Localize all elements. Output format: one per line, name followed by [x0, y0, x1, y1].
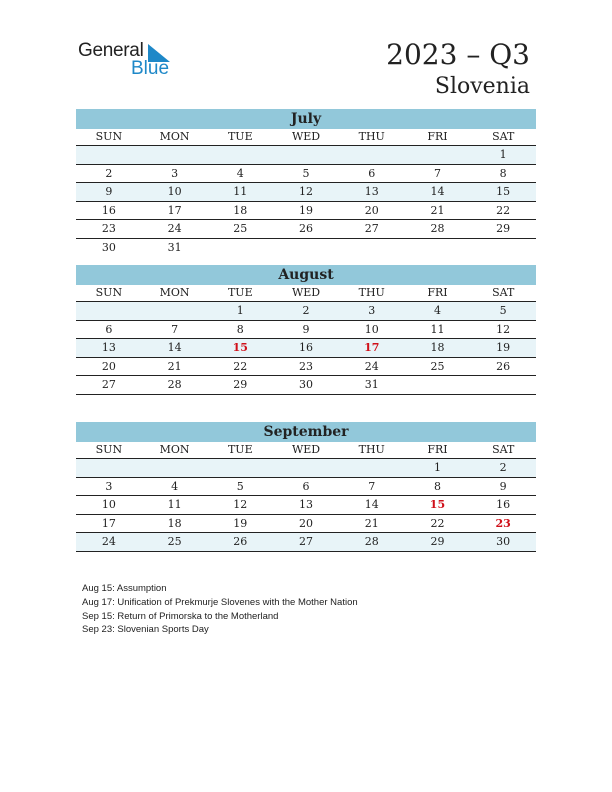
- day-cell: 18: [167, 516, 182, 530]
- weekday-label: MON: [159, 130, 190, 143]
- day-cell: 27: [101, 378, 116, 391]
- day-cell: 19: [299, 203, 314, 217]
- holiday-day-cell: 17: [364, 341, 380, 354]
- day-cell: 27: [299, 535, 314, 548]
- week-row: [76, 515, 536, 534]
- day-cell: 11: [167, 498, 182, 511]
- day-cell: 4: [171, 479, 179, 493]
- day-cell: 10: [101, 498, 116, 511]
- day-cell: 10: [364, 322, 379, 336]
- day-cell: 7: [368, 479, 376, 493]
- day-cell: 26: [233, 535, 248, 548]
- country-name: Slovenia: [434, 74, 530, 99]
- day-cell: 2: [499, 461, 507, 474]
- day-cell: 14: [167, 341, 182, 354]
- weekday-label: WED: [291, 443, 321, 456]
- day-cell: 9: [302, 322, 310, 336]
- day-cell: 17: [167, 203, 182, 217]
- week-row: [76, 339, 536, 358]
- day-cell: 20: [299, 516, 314, 530]
- weekday-row: [76, 285, 536, 302]
- logo: [78, 40, 188, 80]
- holiday-note: Aug 17: Unification of Prekmurje Slovenes with the Mother Nation: [82, 596, 358, 608]
- day-cell: 21: [430, 203, 445, 217]
- day-cell: 24: [364, 359, 379, 373]
- day-cell: 8: [499, 166, 507, 180]
- holiday-day-cell: 15: [232, 341, 248, 354]
- weekday-label: TUE: [227, 130, 253, 143]
- day-cell: 9: [499, 479, 507, 493]
- day-cell: 31: [364, 378, 379, 391]
- day-cell: 12: [496, 322, 511, 336]
- weekday-row: [76, 129, 536, 146]
- day-cell: 2: [302, 304, 310, 317]
- day-cell: 25: [233, 222, 248, 235]
- weekday-label: SUN: [95, 130, 123, 143]
- day-cell: [142, 146, 208, 164]
- weekday-label: SUN: [95, 443, 123, 456]
- weekday-label: THU: [358, 130, 385, 143]
- month-header: September: [76, 422, 536, 442]
- day-cell: 28: [430, 222, 445, 235]
- day-cell: 6: [302, 479, 310, 493]
- weekday-label: SUN: [95, 286, 123, 299]
- week-row: [76, 478, 536, 497]
- day-cell: 6: [368, 166, 376, 180]
- weekday-label: FRI: [427, 286, 448, 299]
- weekday-label: WED: [291, 130, 321, 143]
- day-cell: 4: [236, 166, 244, 180]
- weekday-label: SAT: [492, 443, 515, 456]
- day-cell: 8: [236, 322, 244, 336]
- day-cell: 23: [101, 222, 116, 235]
- holiday-day-cell: 15: [429, 498, 446, 511]
- week-row: [76, 459, 536, 478]
- day-cell: 19: [496, 341, 511, 354]
- day-cell: 12: [233, 498, 248, 511]
- day-cell: 1: [499, 148, 507, 161]
- day-cell: 6: [105, 322, 113, 336]
- day-cell: 17: [101, 516, 116, 530]
- day-cell: 12: [299, 185, 314, 198]
- day-cell: 11: [233, 185, 248, 198]
- week-row: [76, 165, 536, 184]
- day-cell: [273, 146, 339, 164]
- day-cell: 21: [364, 516, 379, 530]
- week-row: [76, 358, 536, 377]
- day-cell: 30: [101, 240, 116, 254]
- day-cell: 19: [233, 516, 248, 530]
- weekday-label: THU: [358, 443, 385, 456]
- day-cell: 25: [430, 359, 445, 373]
- weekday-label: SAT: [492, 130, 515, 143]
- day-cell: 1: [236, 304, 244, 317]
- holiday-day-cell: 23: [495, 516, 511, 530]
- day-cell: 5: [236, 479, 244, 493]
- month-july: [76, 109, 536, 256]
- weekday-label: MON: [159, 443, 190, 456]
- day-cell: 29: [496, 222, 511, 235]
- weekday-label: SAT: [492, 286, 515, 299]
- day-cell: 31: [167, 240, 182, 254]
- day-cell: [470, 376, 536, 394]
- month-header: July: [76, 109, 536, 129]
- day-cell: [405, 146, 471, 164]
- month-header: August: [76, 265, 536, 285]
- day-cell: 28: [167, 378, 182, 391]
- day-cell: 22: [496, 203, 511, 217]
- day-cell: 18: [430, 341, 445, 354]
- day-cell: 7: [433, 166, 441, 180]
- day-cell: 5: [302, 166, 310, 180]
- day-cell: [405, 376, 471, 394]
- month-september: [76, 422, 536, 552]
- week-row: [76, 533, 536, 552]
- holiday-notes: [82, 582, 358, 637]
- day-cell: 11: [430, 322, 445, 336]
- day-cell: 22: [430, 516, 445, 530]
- day-cell: [339, 459, 405, 477]
- day-cell: [339, 239, 405, 257]
- day-cell: 26: [496, 359, 511, 373]
- day-cell: 29: [233, 378, 248, 391]
- day-cell: [142, 302, 208, 320]
- day-cell: [405, 239, 471, 257]
- day-cell: [207, 146, 273, 164]
- weekday-label: TUE: [227, 286, 253, 299]
- day-cell: 14: [430, 185, 445, 198]
- day-cell: 10: [167, 185, 182, 198]
- month-august: [76, 265, 536, 395]
- day-cell: 9: [105, 185, 113, 198]
- weekday-label: TUE: [227, 443, 253, 456]
- weekday-label: WED: [291, 286, 321, 299]
- logo-blue-text: Blue: [131, 58, 170, 79]
- day-cell: [273, 239, 339, 257]
- day-cell: 3: [105, 479, 113, 493]
- day-cell: 30: [299, 378, 314, 391]
- day-cell: 13: [101, 341, 116, 354]
- day-cell: 16: [299, 341, 314, 354]
- weekday-label: THU: [358, 286, 385, 299]
- holiday-note: Sep 15: Return of Primorska to the Motherland: [82, 610, 279, 622]
- day-cell: [470, 239, 536, 257]
- week-row: [76, 239, 536, 257]
- day-cell: 27: [364, 222, 379, 235]
- week-row: [76, 202, 536, 221]
- day-cell: 2: [105, 166, 113, 180]
- day-cell: 14: [364, 498, 379, 511]
- day-cell: [76, 146, 142, 164]
- day-cell: 22: [233, 359, 248, 373]
- week-row: [76, 146, 536, 165]
- day-cell: 20: [364, 203, 379, 217]
- day-cell: 21: [167, 359, 182, 373]
- holiday-note: Aug 15: Assumption: [82, 583, 167, 594]
- day-cell: [76, 459, 142, 477]
- day-cell: 13: [364, 185, 379, 198]
- week-row: [76, 302, 536, 321]
- day-cell: 16: [101, 203, 116, 217]
- day-cell: 15: [496, 185, 511, 198]
- day-cell: 7: [171, 322, 179, 336]
- day-cell: 24: [101, 535, 116, 548]
- weekday-label: FRI: [427, 130, 448, 143]
- day-cell: 3: [171, 166, 179, 180]
- day-cell: 28: [364, 535, 379, 548]
- day-cell: 26: [299, 222, 314, 235]
- day-cell: 4: [433, 304, 441, 317]
- weekday-row: [76, 442, 536, 459]
- page-title: 2023 – Q3: [386, 38, 530, 71]
- weekday-label: MON: [159, 286, 190, 299]
- weekday-label: FRI: [427, 443, 448, 456]
- day-cell: 13: [299, 498, 314, 511]
- day-cell: 30: [496, 535, 511, 548]
- day-cell: [273, 459, 339, 477]
- day-cell: [76, 302, 142, 320]
- day-cell: 24: [167, 222, 182, 235]
- day-cell: 16: [496, 498, 511, 511]
- week-row: [76, 183, 536, 202]
- day-cell: 18: [233, 203, 248, 217]
- day-cell: [207, 239, 273, 257]
- day-cell: 29: [430, 535, 445, 548]
- day-cell: 5: [499, 304, 507, 317]
- day-cell: [339, 146, 405, 164]
- day-cell: 20: [101, 359, 116, 373]
- week-row: [76, 220, 536, 239]
- day-cell: 8: [433, 479, 441, 493]
- week-row: [76, 321, 536, 340]
- holiday-note: Sep 23: Slovenian Sports Day: [82, 624, 209, 636]
- day-cell: 25: [167, 535, 182, 548]
- week-row: [76, 496, 536, 515]
- week-row: [76, 376, 536, 395]
- day-cell: [142, 459, 208, 477]
- day-cell: 3: [368, 304, 376, 317]
- logo-general-text: General: [78, 40, 144, 61]
- day-cell: 23: [299, 359, 314, 373]
- day-cell: [207, 459, 273, 477]
- day-cell: 1: [433, 461, 441, 474]
